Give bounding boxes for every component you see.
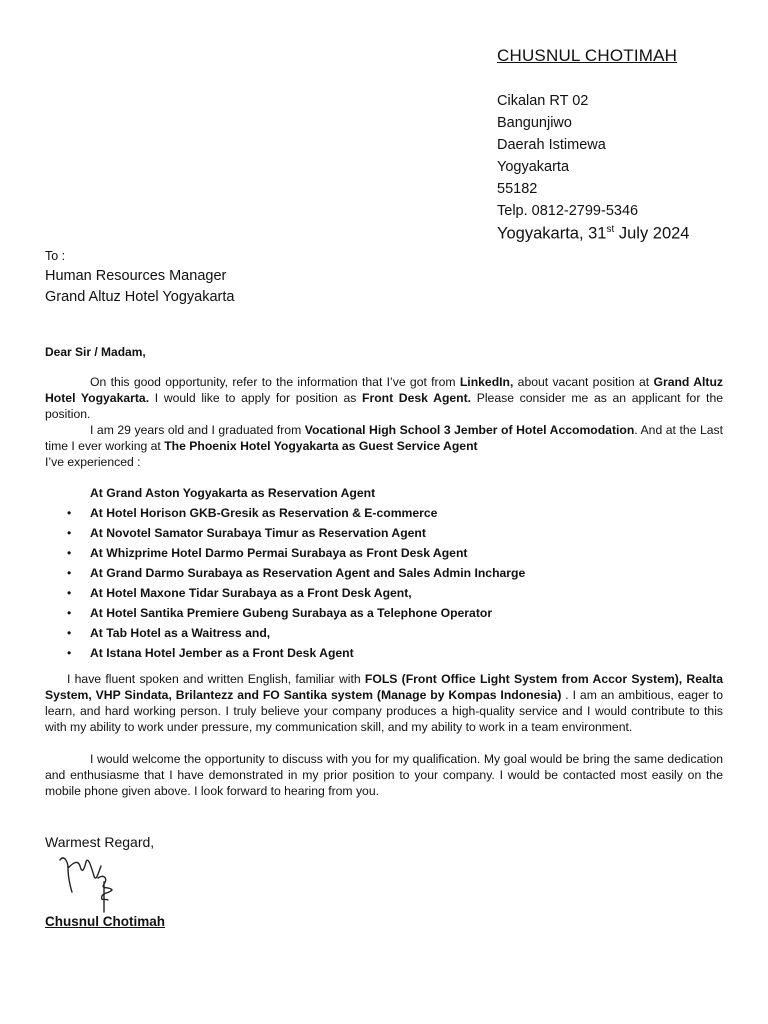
bold-run: The Phoenix Hotel Yogyakarta as Guest Service Agent bbox=[164, 439, 478, 453]
bullet-icon: • bbox=[67, 566, 72, 580]
list-item bbox=[45, 585, 723, 605]
bold-run: Front Desk Agent. bbox=[362, 391, 472, 405]
recipient-company: Grand Altuz Hotel Yogyakarta bbox=[45, 289, 235, 305]
text-run: about vacant position at bbox=[513, 375, 654, 389]
paragraph-closing bbox=[45, 751, 723, 799]
list-item-text: At Grand Aston Yogyakarta as Reservation Agent bbox=[90, 486, 376, 500]
list-item bbox=[45, 505, 723, 525]
address-line: Daerah Istimewa bbox=[497, 137, 606, 153]
bullet-icon: • bbox=[67, 606, 72, 620]
text-run: Please consider me as an applicant for the position. bbox=[45, 391, 723, 421]
recipient-block bbox=[45, 266, 234, 308]
date-text-month: July 2024 bbox=[614, 224, 690, 243]
sender-name: CHUSNUL CHOTIMAH bbox=[497, 46, 678, 65]
text-run: I have fluent spoken and written English, familiar with bbox=[67, 672, 365, 686]
bullet-icon: • bbox=[67, 646, 72, 660]
list-item bbox=[45, 545, 723, 565]
bold-run: Vocational High School 3 Jember of Hotel Accomodation bbox=[304, 423, 635, 437]
text-run: I’ve experienced : bbox=[45, 455, 141, 469]
phone-line: Telp. 0812-2799-5346 bbox=[497, 203, 639, 219]
salutation: Dear Sir / Madam, bbox=[45, 345, 146, 359]
sender-address bbox=[497, 90, 638, 222]
list-item bbox=[45, 605, 723, 625]
list-item bbox=[45, 625, 723, 645]
text-run: I would welcome the opportunity to discuss with you for my qualification. My goal would be bring the same dedication and enthusiasme that I have demonstrated in my prior position to your company. I would be contacted most easily on the mobile phone given above. I look forward to hearing from you. bbox=[45, 752, 723, 798]
list-item bbox=[45, 525, 723, 545]
text-run: I am 29 years old and I graduated from bbox=[90, 423, 305, 437]
address-line: Bangunjiwo bbox=[497, 115, 572, 131]
signature-image bbox=[58, 852, 128, 914]
bold-run: LinkedIn, bbox=[459, 375, 514, 389]
list-item-text: At Grand Darmo Surabaya as Reservation Agent and Sales Admin Incharge bbox=[90, 566, 526, 580]
bullet-icon: • bbox=[67, 506, 72, 520]
list-item bbox=[45, 645, 723, 665]
text-run: . And at the Last time I ever working at bbox=[45, 423, 723, 453]
experience-list bbox=[45, 485, 723, 665]
paragraph-skills bbox=[45, 671, 723, 735]
bold-run: FOLS (Front Office Light System from Accor System), Realta System, VHP Sindata, Brilantezz and FO Santika system (Manage by Kompas Indonesia) bbox=[45, 672, 723, 702]
bullet-icon: • bbox=[67, 546, 72, 560]
list-item-text: At Istana Hotel Jember as a Front Desk Agent bbox=[90, 646, 354, 660]
bullet-icon: • bbox=[67, 586, 72, 600]
signer-name: Chusnul Chotimah bbox=[45, 914, 165, 929]
list-item-text: At Hotel Santika Premiere Gubeng Surabaya as a Telephone Operator bbox=[90, 606, 493, 620]
bold-run: Grand Altuz Hotel Yogyakarta. bbox=[45, 375, 723, 405]
address-line: 55182 bbox=[497, 181, 538, 197]
text-run: I would like to apply for position as bbox=[149, 391, 362, 405]
list-item-text: At Hotel Maxone Tidar Surabaya as a Front Desk Agent, bbox=[90, 586, 412, 600]
letter-date bbox=[497, 224, 689, 244]
address-line: Yogyakarta bbox=[497, 159, 570, 175]
date-ordinal: st bbox=[606, 224, 615, 235]
date-text: Yogyakarta, 31 bbox=[497, 224, 607, 243]
list-item-text: At Whizprime Hotel Darmo Permai Surabaya as Front Desk Agent bbox=[90, 546, 468, 560]
text-run: . I am an ambitious, eager to learn, and hard working person. I truly believe your company produces a high-quality service and I would contribute to this with my ability to work under pressure, my communication skill, and my ability to work in a team environment. bbox=[45, 688, 723, 734]
bullet-icon: • bbox=[67, 526, 72, 540]
list-item-text: At Hotel Horison GKB-Gresik as Reservation & E-commerce bbox=[90, 506, 438, 520]
text-run: On this good opportunity, refer to the information that I’ve got from bbox=[90, 375, 460, 389]
to-label: To : bbox=[45, 249, 66, 263]
closing-regards: Warmest Regard, bbox=[45, 834, 155, 850]
address-line: Cikalan RT 02 bbox=[497, 93, 589, 109]
bullet-icon: • bbox=[67, 626, 72, 640]
list-item-text: At Novotel Samator Surabaya Timur as Reservation Agent bbox=[90, 526, 426, 540]
recipient-title: Human Resources Manager bbox=[45, 268, 227, 284]
paragraph-background bbox=[45, 422, 723, 470]
list-item bbox=[45, 565, 723, 585]
list-item bbox=[45, 485, 723, 505]
list-item-text: At Tab Hotel as a Waitress and, bbox=[90, 626, 271, 640]
paragraph-intro bbox=[45, 374, 723, 422]
